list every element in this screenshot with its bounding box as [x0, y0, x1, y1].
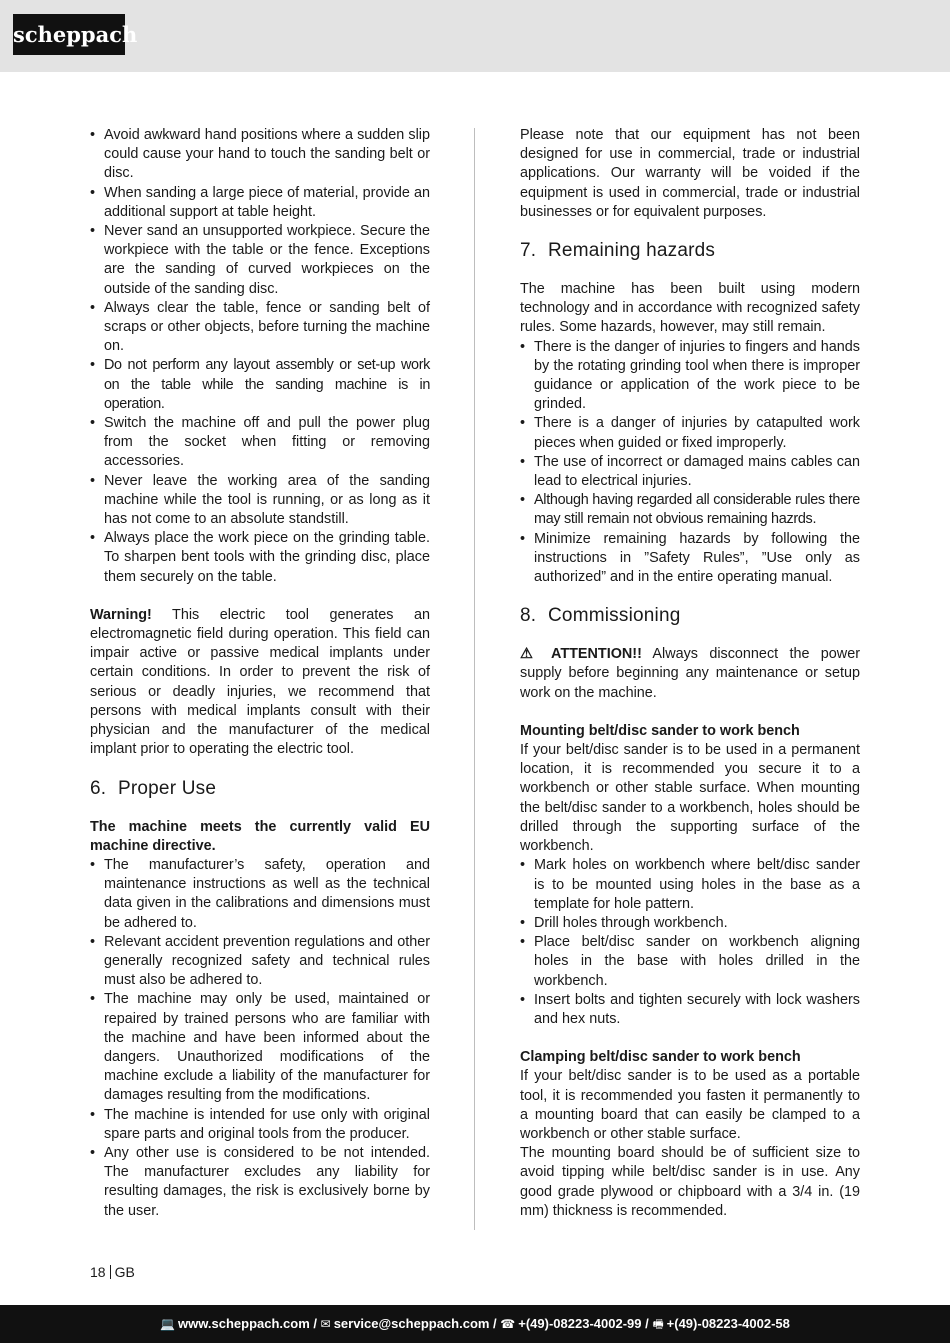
computer-icon: 💻 — [160, 1317, 176, 1331]
footer-phone: +(49)-08223-4002-99 / — [518, 1316, 649, 1331]
list-item: • Minimize remaining hazards by following the instructions in ”Safety Rules”, ”Use only as authorized” and in the entire operating manual. — [520, 530, 860, 588]
list-item: • The machine may only be used, maintained or repaired by trained persons who are familiar with the machine and have been informed about the dangers. Unauthorized modifications of the machine exclude a liability of the manufacturer for damages resulting from the modifications. — [90, 990, 430, 1105]
list-item: • Insert bolts and tighten securely with lock washers and hex nuts. — [520, 991, 860, 1029]
section-number: 6. — [90, 777, 107, 799]
mounting-text: If your belt/disc sander is to be used in a permanent location, it is recommended you secure it to a workbench or other stable surface. When mounting the belt/disc sander to a workbench, holes should be drilled through the supporting surface of the workbench. — [520, 742, 860, 855]
list-item: • Place belt/disc sander on workbench aligning holes in the base with holes drilled in the workbench. — [520, 933, 860, 991]
clamping-heading: Clamping belt/disc sander to work bench — [520, 1049, 801, 1066]
list-item: • The machine is intended for use only with original spare parts and original tools from the producer. — [90, 1106, 430, 1144]
footer-fax: +(49)-08223-4002-58 — [666, 1316, 790, 1331]
footer-website-link[interactable]: www.scheppach.com / — [178, 1316, 317, 1331]
attention-label: ⚠ ATTENTION!! — [520, 646, 642, 663]
right-column — [520, 126, 860, 1221]
left-column — [90, 126, 430, 1221]
section-title: Commissioning — [548, 605, 681, 627]
list-item: • Relevant accident prevention regulations and other generally recognized safety and technical rules must also be adhered to. — [90, 933, 430, 991]
section-number: 8. — [520, 605, 537, 627]
header-band — [0, 0, 950, 72]
page-number-separator — [110, 1265, 111, 1279]
column-divider — [474, 128, 475, 1230]
page-language: GB — [114, 1264, 135, 1280]
proper-use-list — [90, 856, 430, 1221]
list-item: • Any other use is considered to be not intended. The manufacturer excludes any liability for resulting damages, the risk is exclusively borne by the user. — [90, 1144, 430, 1221]
list-item: • There is a danger of injuries by catapulted work pieces when guided or fixed improperly. — [520, 414, 860, 452]
list-item: • The manufacturer’s safety, operation and maintenance instructions as well as the technical data given in the calibrations and dimensions must be adhered to. — [90, 856, 430, 933]
list-item: • Never sand an unsupported workpiece. Secure the workpiece with the table or the fence. Exceptions are the sanding of curved workpieces on the outside of the sanding disc. — [90, 222, 430, 299]
warning-label: Warning! — [90, 606, 152, 623]
mail-icon: ✉ — [320, 1317, 331, 1331]
warranty-paragraph: Please note that our equipment has not been designed for use in commercial, trade or industrial applications. Our warranty will be voided if the equipment is used in commercial, trade or industrial businesses or for equivalent purposes. — [520, 127, 860, 220]
section-heading-commissioning — [520, 604, 860, 628]
section-title: Remaining hazards — [548, 240, 716, 262]
list-item: • Never leave the working area of the sanding machine while the tool is running, or as long as it has not come to an absolute standstill. — [90, 472, 430, 530]
clamping-text-1: If your belt/disc sander is to be used as a portable tool, it is recommended you fasten it permanently to a mounting board that can easily be clamped to a workbench or other stable surface. — [520, 1068, 860, 1142]
section-number: 7. — [520, 240, 537, 262]
fax-icon: 🖷 — [652, 1317, 664, 1331]
section-title: Proper Use — [118, 777, 217, 799]
list-item: • Switch the machine off and pull the power plug from the socket when fitting or removing accessories. — [90, 414, 430, 472]
proper-use-lead: The machine meets the currently valid EU machine directive. — [90, 818, 430, 854]
hazards-list — [520, 338, 860, 588]
list-item: • The use of incorrect or damaged mains cables can lead to electrical injuries. — [520, 453, 860, 491]
page-number — [90, 1264, 135, 1280]
warning-text: This electric tool generates an electromagnetic field during operation. This field can impair active or passive medical implants under certain conditions. In order to prevent the risk of serious or deadly injuries, we recommend that persons with medical implants consult with their physician and the manufacturer of the medical implant prior to operating the electric tool. — [90, 606, 430, 758]
list-item: • Drill holes through workbench. — [520, 914, 860, 933]
list-item: • Although having regarded all considerable rules there may still remain not obvious remaining hazrds. — [520, 491, 860, 529]
list-item: • Always clear the table, fence or sanding belt of scraps or other objects, before turning the machine on. — [90, 299, 430, 357]
mounting-list — [520, 856, 860, 1029]
page-number-value: 18 — [90, 1264, 106, 1280]
phone-icon: ☎ — [500, 1317, 516, 1331]
section-heading-remaining-hazards — [520, 239, 860, 263]
footer-email-link[interactable]: service@scheppach.com / — [333, 1316, 497, 1331]
hazards-intro: The machine has been built using modern technology and in accordance with recognized safety rules. Some hazards, however, may still remain. — [520, 281, 860, 336]
attention-text: Always disconnect the power supply before beginning any maintenance or setup work on the machine. — [520, 646, 860, 701]
safety-bullet-list — [90, 126, 430, 587]
list-item: • Always place the work piece on the grinding table. To sharpen bent tools with the grinding disc, place them securely on the table. — [90, 529, 430, 587]
section-heading-proper-use — [90, 777, 430, 801]
attention-paragraph — [520, 645, 860, 703]
list-item: • There is the danger of injuries to fingers and hands by the rotating grinding tool when there is improper guidance or application of the work piece to be grinded. — [520, 338, 860, 415]
list-item: • When sanding a large piece of material, provide an additional support at table height. — [90, 184, 430, 222]
scheppach-logo: scheppach — [13, 14, 125, 55]
footer-contact-bar — [0, 1305, 950, 1343]
warning-paragraph — [90, 606, 430, 760]
clamping-text-2: The mounting board should be of sufficient size to avoid tipping while belt/disc sander is in use. Any good grade plywood or chipboard with a 3/4 in. (19 mm) thickness is recommended. — [520, 1145, 860, 1219]
list-item: • Do not perform any layout assembly or set-up work on the table while the sanding machine is in operation. — [90, 356, 430, 414]
list-item: • Avoid awkward hand positions where a sudden slip could cause your hand to touch the sanding belt or disc. — [90, 126, 430, 184]
list-item: • Mark holes on workbench where belt/disc sander is to be mounted using holes in the base as a template for hole pattern. — [520, 856, 860, 914]
mounting-heading: Mounting belt/disc sander to work bench — [520, 722, 800, 739]
